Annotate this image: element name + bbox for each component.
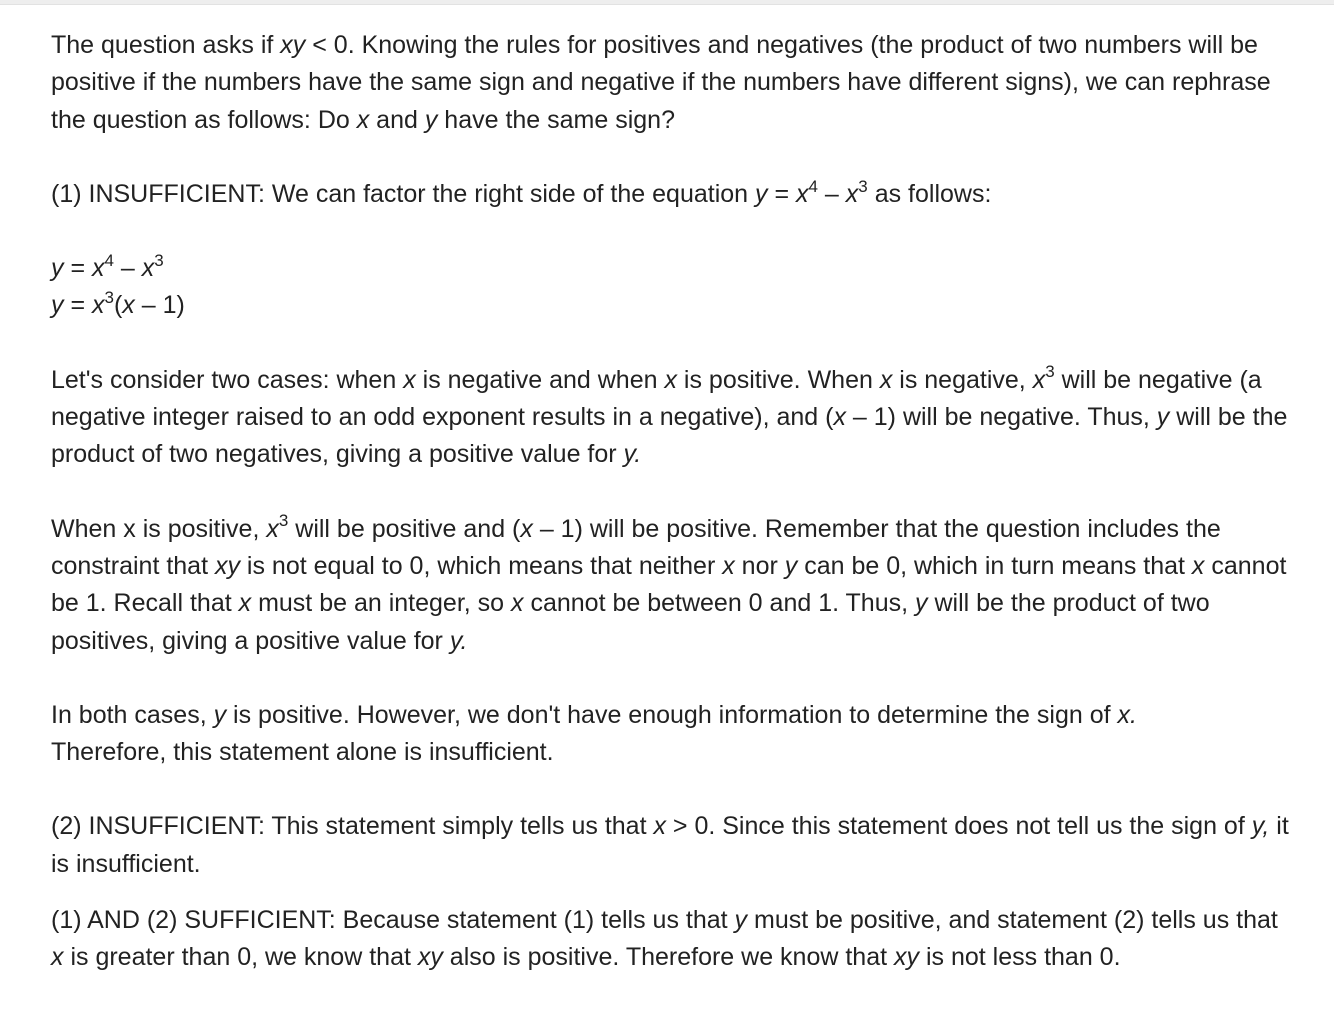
positive-case-paragraph: When x is positive, $x^3$ will be positive and (x – 1) will be positive. Remember that the question includes the constraint that xy is not equal to 0, which means that neither x nor y can be 0, which in turn means that x cannot be 1. Recall that x must be an integer, so x cannot be between 0 and 1. Thus, y will be the product of two positives, giving a positive value for y.	[51, 511, 1287, 655]
factoring-equations	[51, 250, 1291, 325]
top-divider	[0, 0, 1334, 5]
statement-2-paragraph: (2) INSUFFICIENT: This statement simply tells us that x > 0. Since this statement does not tell us the sign of y, it is insufficient.	[51, 812, 1289, 878]
statement-1-paragraph: (1) INSUFFICIENT: We can factor the right side of the equation $y = x^4 - x^3$ as follows:	[51, 176, 992, 208]
equation-line: $y = x^3(x - 1)$	[51, 288, 185, 320]
question-rephrase-paragraph: The question asks if xy < 0. Knowing the rules for positives and negatives (the product of two numbers will be positive if the numbers have the same sign and negative if the numbers have different signs), we can rephrase the question as follows: Do x and y have the same sign?	[51, 31, 1271, 134]
cases-paragraph: Let's consider two cases: when x is negative and when x is positive. When x is negative, $x^3$ will be negative (a negative integer raised to an odd exponent results in a negative), and (x – 1) will be negative. Thus, y will be the product of two negatives, giving a positive value for y.	[51, 362, 1288, 469]
equation-line: $y = x^4 - x^3$	[51, 250, 164, 283]
explanation-body	[51, 27, 1291, 977]
answer-paragraph: (1) AND (2) SUFFICIENT: Because statement (1) tells us that y must be positive, and statement (2) tells us that x is greater than 0, we know that xy also is positive. Therefore we know that xy is not less than 0.	[51, 906, 1278, 972]
both-cases-paragraph: In both cases, y is positive. However, we don't have enough information to determine the sign of x. Therefore, this statement alone is insufficient.	[51, 700, 1137, 767]
